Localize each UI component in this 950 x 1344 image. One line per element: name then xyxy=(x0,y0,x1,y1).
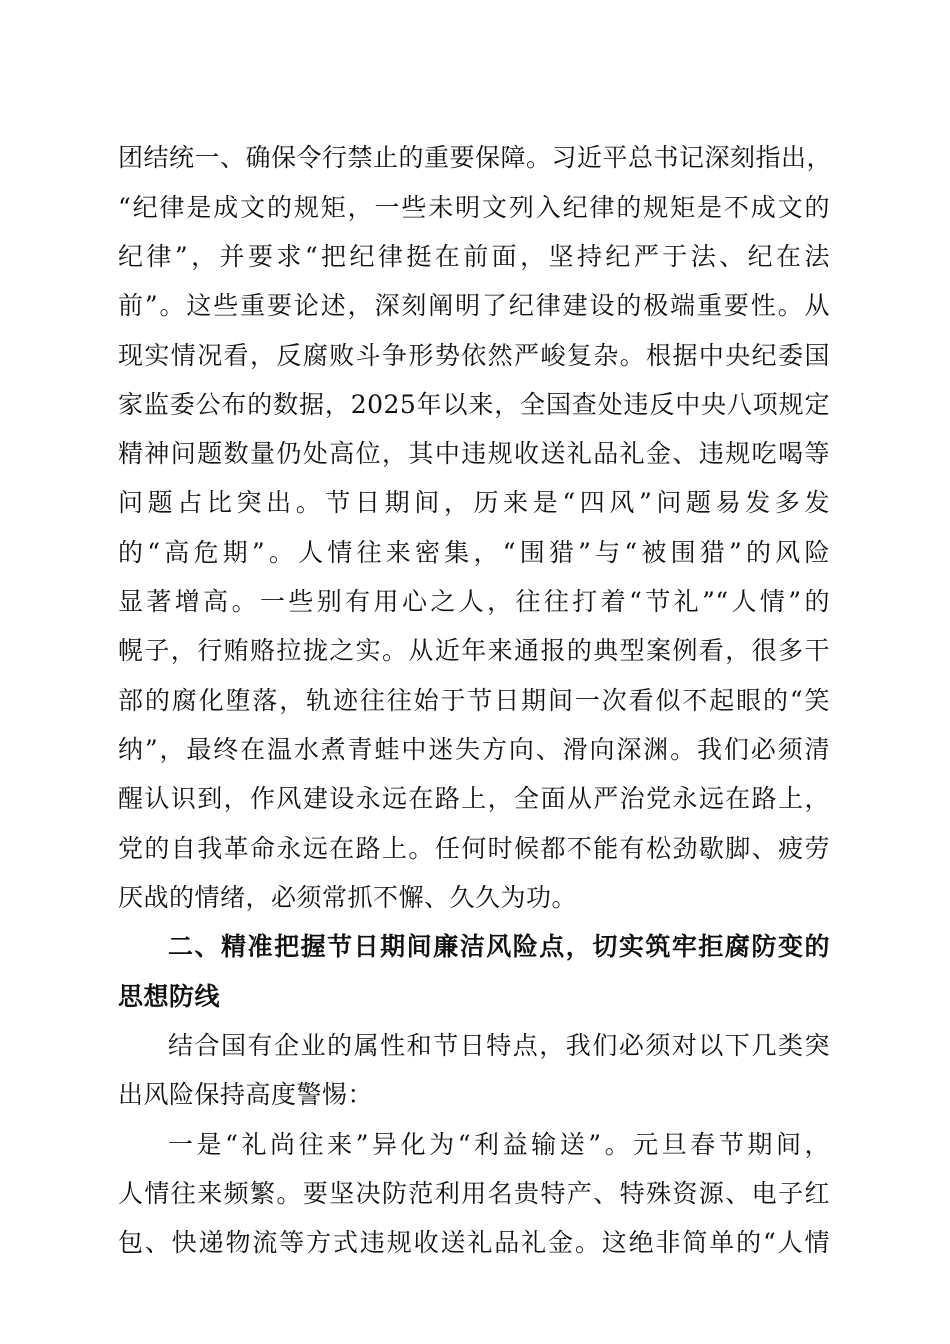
body-text-line: 显著增高。一些别有用心之人，往往打着“节礼”“人情”的 xyxy=(118,587,830,616)
section-heading: 思想防线 xyxy=(118,982,221,1011)
body-text-line: 现实情况看，反腐败斗争形势依然严峻复杂。根据中央纪委国 xyxy=(118,341,830,370)
section-heading: 二、精准把握节日期间廉洁风险点，切实筑牢拒腐防变的 xyxy=(168,932,830,961)
body-text-line: 精神问题数量仍处高位，其中违规收送礼品礼金、违规吃喝等 xyxy=(118,439,830,468)
body-text-line: 出风险保持高度警惕： xyxy=(118,1080,374,1109)
body-text-line: 家监委公布的数据，2025年以来，全国查处违反中央八项规定 xyxy=(118,390,830,419)
body-text-line: 包、快递物流等方式违规收送礼品礼金。这绝非简单的“人情 xyxy=(118,1228,830,1257)
body-text-line: “纪律是成文的规矩，一些未明文列入纪律的规矩是不成文的 xyxy=(118,193,830,222)
body-text-line: 纳”，最终在温水煮青蛙中迷失方向、滑向深渊。我们必须清 xyxy=(118,735,830,764)
body-text-line: 部的腐化堕落，轨迹往往始于节日期间一次看似不起眼的“笑 xyxy=(118,686,830,715)
body-text-line: 前”。这些重要论述，深刻阐明了纪律建设的极端重要性。从 xyxy=(118,291,830,320)
body-text-line: 团结统一、确保令行禁止的重要保障。习近平总书记深刻指出， xyxy=(118,143,833,172)
body-text-line: 问题占比突出。节日期间，历来是“四风”问题易发多发 xyxy=(118,488,830,517)
body-text-line: 人情往来频繁。要坚决防范利用名贵特产、特殊资源、电子红 xyxy=(118,1179,830,1208)
body-text-line: 醒认识到，作风建设永远在路上，全面从严治党永远在路上， xyxy=(118,784,830,813)
body-text-line: 厌战的情绪，必须常抓不懈、久久为功。 xyxy=(118,883,578,912)
body-text-line: 一是“礼尚往来”异化为“利益输送”。元旦春节期间， xyxy=(168,1130,830,1159)
body-text-line: 党的自我革命永远在路上。任何时候都不能有松劲歇脚、疲劳 xyxy=(118,834,830,863)
body-text-line: 幌子，行贿赂拉拢之实。从近年来通报的典型案例看，很多干 xyxy=(118,636,830,665)
body-text-line: 的“高危期”。人情往来密集，“围猎”与“被围猎”的风险 xyxy=(118,538,830,567)
body-text-line: 结合国有企业的属性和节日特点，我们必须对以下几类突 xyxy=(168,1031,830,1060)
body-text-line: 纪律”，并要求“把纪律挺在前面，坚持纪严于法、纪在法 xyxy=(118,242,830,271)
